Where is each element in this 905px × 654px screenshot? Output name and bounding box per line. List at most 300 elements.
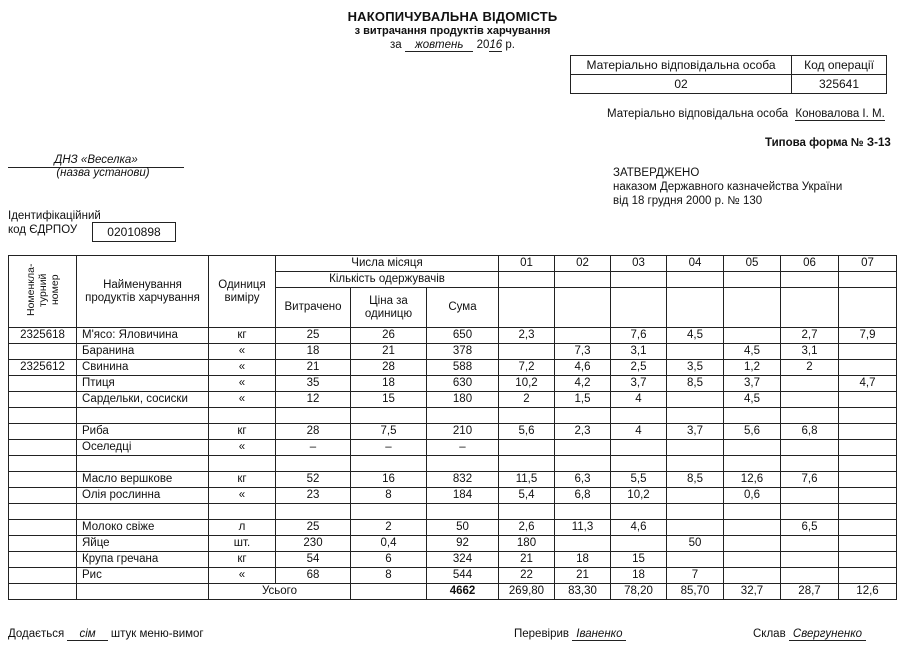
consumption-table [8,255,897,600]
day-value-cell [839,456,897,472]
total-day: 85,70 [667,584,724,600]
day-value-cell [781,392,839,408]
sum-cell: 324 [427,552,499,568]
header-day: 06 [781,256,839,272]
responsible-table-wrap [570,55,887,94]
day-value-cell [499,504,555,520]
header-days-of-month: Числа місяця [276,256,499,272]
spent-cell: 23 [276,488,351,504]
day-value-cell [839,568,897,584]
spent-cell: 28 [276,424,351,440]
day-value-cell: 2,5 [611,360,667,376]
day-value-cell [724,328,781,344]
total-day: 28,7 [781,584,839,600]
day-value-cell: 22 [499,568,555,584]
day-value-cell [611,408,667,424]
sum-cell: 180 [427,392,499,408]
checked-label: Перевірив [514,628,570,640]
unit-price-cell [351,504,427,520]
spent-cell: – [276,440,351,456]
day-value-cell: 4 [611,392,667,408]
header-day: 02 [555,256,611,272]
table-row [9,328,897,344]
period-prefix: за [389,39,402,51]
header-sum: Сума [427,288,499,328]
table-row [9,344,897,360]
nomenclature-cell: 2325618 [9,328,77,344]
document-subtitle: з витрачання продуктів харчування [354,25,551,37]
document-title: НАКОПИЧУВАЛЬНА ВІДОМІСТЬ [347,9,558,24]
sum-cell: 378 [427,344,499,360]
day-value-cell [611,536,667,552]
total-price [351,584,427,600]
day-value-cell [781,456,839,472]
day-value-cell [724,408,781,424]
day-value-cell [839,392,897,408]
product-name-cell: Молоко свіже [77,520,209,536]
unit-price-cell: 21 [351,344,427,360]
day-value-cell: 7,9 [839,328,897,344]
responsible-person-code: 02 [571,75,792,94]
day-value-cell: 5,6 [499,424,555,440]
day-value-cell [499,344,555,360]
day-value-cell: 2 [499,392,555,408]
day-value-cell: 7,6 [611,328,667,344]
checked-signature: Іваненко [572,628,626,641]
product-name-cell: Свинина [77,360,209,376]
day-value-cell: 4,6 [611,520,667,536]
nomenclature-cell [9,456,77,472]
attached-suffix: штук меню-вимог [110,628,204,640]
day-value-cell [667,504,724,520]
day-value-cell: 21 [499,552,555,568]
product-name-cell: Оселедці [77,440,209,456]
organization-caption: (назва установи) [56,167,150,179]
header-recipients-count: Кількість одержувачів [276,272,499,288]
day-value-cell [555,408,611,424]
nomenclature-cell [9,472,77,488]
edrpou-label-line1: Ідентифікаційний [8,210,101,222]
day-value-cell [781,504,839,520]
header-spacer [724,288,781,328]
day-value-cell: 15 [611,552,667,568]
unit-price-cell [351,408,427,424]
day-value-cell [667,408,724,424]
edrpou-label [8,209,101,237]
header-day: 01 [499,256,555,272]
recipients-cell [667,272,724,288]
nomenclature-cell [9,488,77,504]
day-value-cell: 6,8 [555,488,611,504]
day-value-cell: 2,7 [781,328,839,344]
header-unit: Одиниця виміру [209,256,276,328]
unit-cell [209,456,276,472]
table-row [9,504,897,520]
operation-code-header: Код операції [792,56,887,75]
day-value-cell: 4,5 [724,392,781,408]
unit-cell: шт. [209,536,276,552]
spent-cell: 18 [276,344,351,360]
day-value-cell: 8,5 [667,376,724,392]
approval-block [613,166,842,208]
unit-cell: « [209,392,276,408]
day-value-cell [839,536,897,552]
total-day: 12,6 [839,584,897,600]
header-day: 03 [611,256,667,272]
day-value-cell: 6,3 [555,472,611,488]
product-name-cell: Риба [77,424,209,440]
table-row [9,568,897,584]
day-value-cell: 3,7 [724,376,781,392]
header-spacer [555,288,611,328]
nomenclature-cell: 2325612 [9,360,77,376]
recipients-cell [611,272,667,288]
unit-cell: « [209,376,276,392]
day-value-cell [667,488,724,504]
day-value-cell: 21 [555,568,611,584]
day-value-cell: 10,2 [611,488,667,504]
day-value-cell: 6,8 [781,424,839,440]
spent-cell: 68 [276,568,351,584]
day-value-cell [611,504,667,520]
product-name-cell: Баранина [77,344,209,360]
unit-cell: « [209,360,276,376]
spent-cell: 21 [276,360,351,376]
table-row [9,472,897,488]
table-row [9,424,897,440]
sum-cell: 630 [427,376,499,392]
day-value-cell [555,440,611,456]
sum-cell: – [427,440,499,456]
edrpou-code: 02010898 [92,222,176,242]
total-day: 83,30 [555,584,611,600]
attached-line [8,628,204,640]
product-name-cell: Рис [77,568,209,584]
unit-price-cell [351,456,427,472]
unit-price-cell: 8 [351,488,427,504]
sum-cell: 184 [427,488,499,504]
day-value-cell: 5,6 [724,424,781,440]
product-name-cell: Яйце [77,536,209,552]
nomenclature-cell [9,344,77,360]
nomenclature-cell [9,568,77,584]
product-name-cell: М'ясо: Яловичина [77,328,209,344]
responsible-person-name: Коновалова І. М. [795,108,885,120]
table-row [9,392,897,408]
table-body [9,328,897,584]
period-line [0,39,905,52]
day-value-cell: 7,6 [781,472,839,488]
product-name-cell [77,408,209,424]
day-value-cell: 2,3 [499,328,555,344]
day-value-cell: 5,4 [499,488,555,504]
day-value-cell: 18 [555,552,611,568]
header-spent: Витрачено [276,288,351,328]
nomenclature-cell [9,520,77,536]
day-value-cell [667,440,724,456]
unit-cell: кг [209,328,276,344]
table-row [9,408,897,424]
total-day: 78,20 [611,584,667,600]
day-value-cell [781,408,839,424]
unit-cell: « [209,440,276,456]
day-value-cell: 7,2 [499,360,555,376]
compiled-line [753,628,866,640]
table-row [9,376,897,392]
recipients-cell [724,272,781,288]
product-name-cell [77,456,209,472]
day-value-cell [781,536,839,552]
day-value-cell: 11,3 [555,520,611,536]
unit-cell [209,504,276,520]
day-value-cell [667,552,724,568]
product-name-cell: Птиця [77,376,209,392]
day-value-cell: 6,5 [781,520,839,536]
unit-cell: « [209,344,276,360]
day-value-cell [667,344,724,360]
checked-line [514,628,626,640]
day-value-cell: 4,7 [839,376,897,392]
header-product: Найменування продуктів харчування [77,256,209,328]
header-unit-price: Ціна за одиницю [351,288,427,328]
spent-cell: 52 [276,472,351,488]
spent-cell [276,408,351,424]
spent-cell [276,504,351,520]
day-value-cell [724,568,781,584]
total-name [77,584,209,600]
header-spacer [781,288,839,328]
day-value-cell [724,440,781,456]
total-row [9,584,897,600]
unit-price-cell: 15 [351,392,427,408]
table-row [9,440,897,456]
nomenclature-cell [9,408,77,424]
day-value-cell [839,552,897,568]
header-day: 04 [667,256,724,272]
product-name-cell [77,504,209,520]
unit-cell: кг [209,472,276,488]
unit-price-cell: 6 [351,552,427,568]
day-value-cell: 7 [667,568,724,584]
table-row [9,520,897,536]
total-day: 32,7 [724,584,781,600]
operation-code-value: 325641 [792,75,887,94]
day-value-cell: 18 [611,568,667,584]
sum-cell [427,456,499,472]
table-row [9,552,897,568]
day-value-cell [499,456,555,472]
day-value-cell: 1,2 [724,360,781,376]
spent-cell: 54 [276,552,351,568]
nomenclature-cell [9,504,77,520]
unit-price-cell: 8 [351,568,427,584]
day-value-cell [839,440,897,456]
day-value-cell [724,520,781,536]
day-value-cell: 50 [667,536,724,552]
day-value-cell: 3,7 [611,376,667,392]
sum-cell: 544 [427,568,499,584]
period-year-suffix: 16 [489,39,503,51]
table-row [9,488,897,504]
day-value-cell: 5,5 [611,472,667,488]
day-value-cell: 0,6 [724,488,781,504]
day-value-cell [839,472,897,488]
day-value-cell [724,536,781,552]
day-value-cell: 7,3 [555,344,611,360]
day-value-cell [781,440,839,456]
day-value-cell [611,456,667,472]
day-value-cell [839,424,897,440]
spent-cell: 25 [276,328,351,344]
day-value-cell: 3,1 [781,344,839,360]
unit-cell: кг [209,424,276,440]
day-value-cell [781,568,839,584]
day-value-cell [839,360,897,376]
unit-price-cell: 28 [351,360,427,376]
responsible-person-header: Матеріально відповідальна особа [571,56,792,75]
recipients-cell [781,272,839,288]
day-value-cell: 12,6 [724,472,781,488]
total-label: Усього [209,584,351,600]
header-spacer [499,288,555,328]
responsible-table [570,55,887,94]
form-type: Типова форма № З-13 [765,137,891,149]
period-month: жовтень [405,39,474,52]
nomenclature-cell [9,552,77,568]
table-row [9,456,897,472]
day-value-cell [724,456,781,472]
day-value-cell: 2,6 [499,520,555,536]
day-value-cell [499,408,555,424]
total-sum: 4662 [427,584,499,600]
sum-cell: 50 [427,520,499,536]
day-value-cell [667,392,724,408]
spent-cell: 230 [276,536,351,552]
unit-cell: кг [209,552,276,568]
header-spacer [611,288,667,328]
sum-cell: 832 [427,472,499,488]
sum-cell: 210 [427,424,499,440]
unit-price-cell: 2 [351,520,427,536]
day-value-cell [839,504,897,520]
unit-cell: л [209,520,276,536]
spent-cell: 25 [276,520,351,536]
attached-count: сім [67,628,107,641]
unit-price-cell: 7,5 [351,424,427,440]
nomenclature-cell [9,440,77,456]
day-value-cell: 2 [781,360,839,376]
day-value-cell: 11,5 [499,472,555,488]
unit-cell: « [209,568,276,584]
product-name-cell: Сардельки, сосиски [77,392,209,408]
day-value-cell: 3,1 [611,344,667,360]
product-name-cell: Крупа гречана [77,552,209,568]
compiled-signature: Свергуненко [789,628,866,641]
day-value-cell [667,456,724,472]
total-nom [9,584,77,600]
day-value-cell: 4,6 [555,360,611,376]
unit-cell [209,408,276,424]
nomenclature-cell [9,424,77,440]
header-nomenclature: Номенкла-турний номер [24,263,61,316]
day-value-cell [555,456,611,472]
edrpou-label-line2: код ЄДРПОУ [8,224,78,236]
nomenclature-cell [9,392,77,408]
day-value-cell: 8,5 [667,472,724,488]
approval-title: ЗАТВЕРДЖЕНО [613,167,700,179]
sum-cell: 92 [427,536,499,552]
day-value-cell [724,552,781,568]
day-value-cell [667,520,724,536]
header-day: 05 [724,256,781,272]
organization-name: ДНЗ «Веселка» [8,153,184,168]
header-spacer [839,288,897,328]
day-value-cell: 1,5 [555,392,611,408]
day-value-cell: 3,7 [667,424,724,440]
sum-cell [427,408,499,424]
day-value-cell [499,440,555,456]
sum-cell: 588 [427,360,499,376]
day-value-cell [724,504,781,520]
day-value-cell [781,376,839,392]
nomenclature-cell [9,536,77,552]
unit-price-cell: 18 [351,376,427,392]
sum-cell [427,504,499,520]
responsible-person-line [607,108,885,120]
recipients-cell [839,272,897,288]
recipients-cell [555,272,611,288]
day-value-cell: 2,3 [555,424,611,440]
spent-cell: 35 [276,376,351,392]
product-name-cell: Масло вершкове [77,472,209,488]
table-row [9,536,897,552]
approval-date: від 18 грудня 2000 р. № 130 [613,195,763,207]
spent-cell [276,456,351,472]
unit-price-cell: 16 [351,472,427,488]
period-year-end: р. [505,39,515,51]
day-value-cell [611,440,667,456]
day-value-cell: 4 [611,424,667,440]
total-day: 269,80 [499,584,555,600]
spent-cell: 12 [276,392,351,408]
day-value-cell [839,408,897,424]
day-value-cell: 180 [499,536,555,552]
day-value-cell [555,328,611,344]
table-row [9,360,897,376]
compiled-label: Склав [753,628,786,640]
attached-prefix: Додається [8,628,65,640]
period-year-prefix: 20 [476,39,490,51]
day-value-cell: 4,5 [724,344,781,360]
day-value-cell [839,344,897,360]
day-value-cell [555,536,611,552]
day-value-cell [839,488,897,504]
unit-price-cell: 26 [351,328,427,344]
day-value-cell: 3,5 [667,360,724,376]
header-day: 07 [839,256,897,272]
day-value-cell: 4,5 [667,328,724,344]
header-nomenclature-cell [9,256,77,328]
nomenclature-cell [9,376,77,392]
day-value-cell [781,488,839,504]
approval-order: наказом Державного казначейства України [613,181,843,193]
sum-cell: 650 [427,328,499,344]
unit-price-cell: 0,4 [351,536,427,552]
product-name-cell: Олія рослинна [77,488,209,504]
recipients-cell [499,272,555,288]
unit-price-cell: – [351,440,427,456]
responsible-person-label: Матеріально відповідальна особа [607,108,789,120]
